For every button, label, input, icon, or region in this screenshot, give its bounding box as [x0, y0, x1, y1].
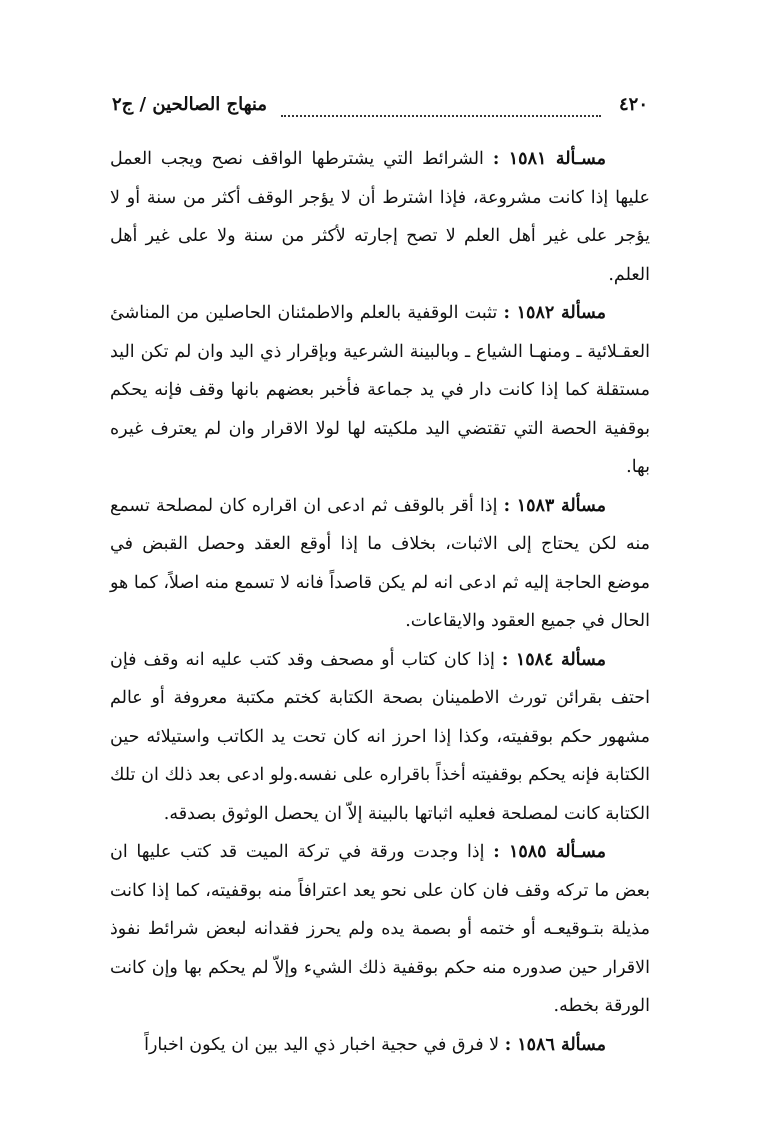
- header-dotted-leader: [281, 105, 601, 117]
- issue-text: إذا كان كتاب أو مصحف وقد كتب عليه انه وقف فإن احتف بقرائن تورث الاطمينان بصحة الكتابة كختم مكتبة معروفة أو عالم مشهور حكم بوقفيته، وكذا إذا احرز انه كان تحت يد الكاتب واستيلائه حين الكتابة فإنه يحكم بوقفيته أخذاً باقراره على نفسه.ولو ادعى بعد ذلك ان تلك الكتابة كانت لمصلحة فعليه اثباتها بالبينة إلاّ ان يحصل الوثوق بصدقه.: [110, 649, 650, 824]
- issue-text: إذا وجدت ورقة في تركة الميت قد كتب عليها ان بعض ما تركه وقف فان كان على نحو يعد اعترافاً منه بوقفيته، كما إذا كانت مذيلة بتـوقيعـه أو ختمه أو بصمة يده ولم يحرز فقدانه لبعض شرائط نفوذ الاقرار حين صدوره منه حكم بوقفية ذلك الشيء وإلاّ لم يحكم بها وإن كانت الورقة بخطه.: [110, 842, 650, 1016]
- running-title: منهاج الصالحين / ج٢: [112, 94, 267, 115]
- issue-label: مسألة ١٥٨٦ :: [504, 1034, 606, 1055]
- issue-1585: [110, 833, 650, 1026]
- issue-label: مسـألة ١٥٨٥ :: [493, 842, 606, 862]
- issue-1586: [110, 1026, 650, 1065]
- issue-label: مسـألة ١٥٨١ :: [492, 149, 606, 169]
- issue-label: مسألة ١٥٨٢ :: [503, 303, 607, 323]
- issue-1583: [110, 487, 650, 641]
- issue-text: تثبت الوقفية بالعلم والاطمئنان الحاصلين من المناشئ العقـلائية ـ ومنهـا الشياع ـ وبالبينة الشرعية وبإقرار ذي اليد وان لم تكن اليد مستقلة كما إذا كانت دار في يد جماعة فأخبر بعضهم بانها وقف فإنه يحكم بوقفية الحصة التي تقتضي اليد ملكيته لها لولا الاقرار وان لم يعترف غيره بها.: [110, 303, 650, 477]
- issue-1582: [110, 294, 650, 487]
- page-number: ٤٢٠: [618, 94, 648, 115]
- issue-label: مسألة ١٥٨٤ :: [501, 649, 606, 670]
- issue-1581: [110, 140, 650, 294]
- issue-label: مسألة ١٥٨٣ :: [503, 495, 607, 516]
- page-body: [110, 140, 650, 1064]
- issue-text: الشرائط التي يشترطها الواقف نصح ويجب العمل عليها إذا كانت مشروعة، فإذا اشترط أن لا يؤجر الوقف أكثر من سنة أو لا يؤجر على غير أهل العلم لا تصح إجارته لأكثر من سنة ولا على غير أهل العلم.: [110, 149, 650, 285]
- issue-text: إذا أقر بالوقف ثم ادعى ان اقراره كان لمصلحة تسمع منه لكن يحتاج إلى الاثبات، بخلاف ما إذا أوقع العقد وحصل القبض في موضع الحاجة إليه ثم ادعى انه لم يكن قاصداً فانه لا تسمع منه اصلاً، كما هو الحال في جميع العقود والايقاعات.: [110, 495, 650, 631]
- page-header: [112, 94, 648, 128]
- issue-1584: [110, 641, 650, 834]
- issue-text: لا فرق في حجية اخبار ذي اليد بين ان يكون اخباراً: [144, 1034, 505, 1055]
